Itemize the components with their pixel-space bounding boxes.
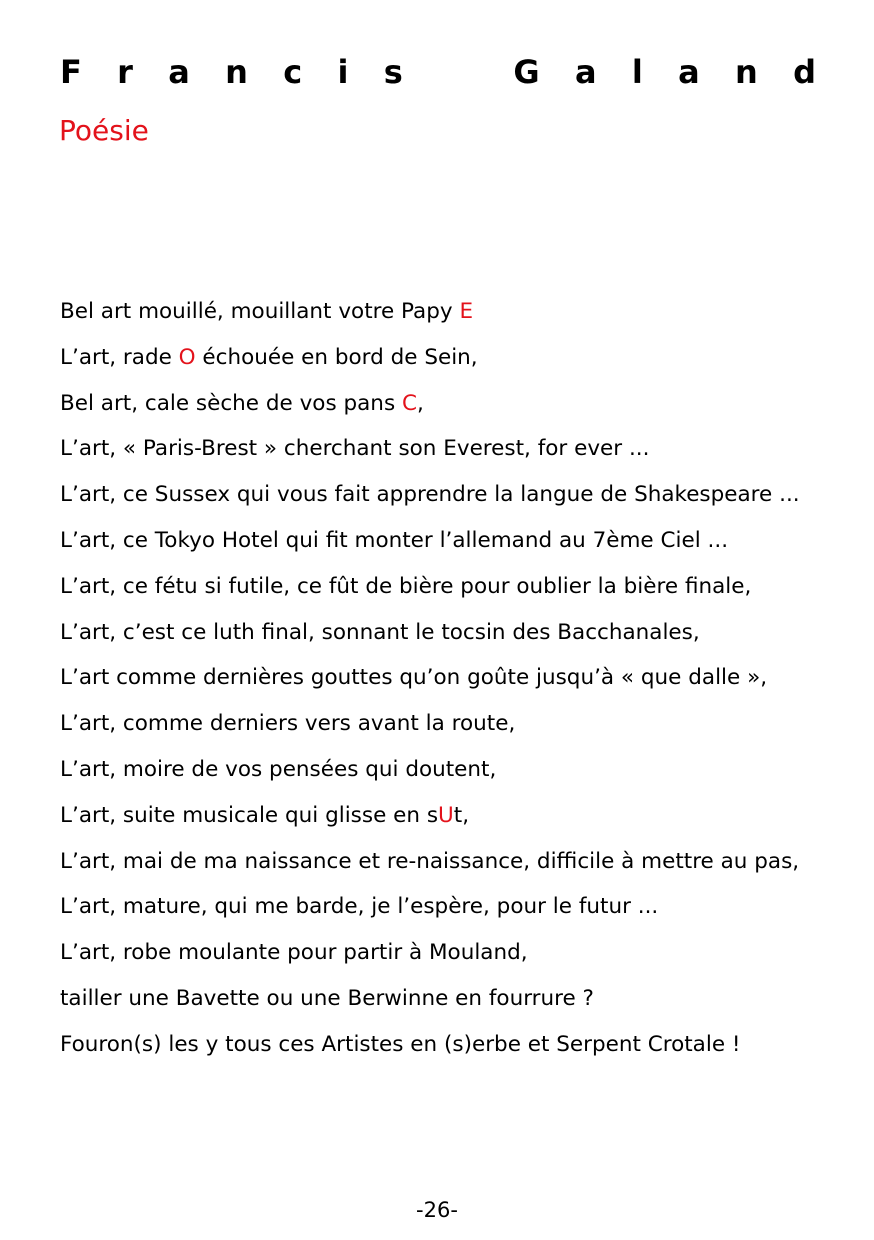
author-letter: s [383, 53, 403, 91]
author-letter: F [60, 53, 82, 91]
line-text: L’art, comme derniers vers avant la route, [60, 711, 516, 737]
accent-letter: O [178, 344, 196, 370]
author-letter: n [225, 53, 248, 91]
poem-line [60, 567, 850, 613]
line-text: L’art comme dernières gouttes qu’on goûte jusqu’à « que dalle », [60, 665, 768, 691]
line-text: L’art, robe moulante pour partir à Mouland, [60, 940, 528, 966]
line-text: Bel art mouillé, mouillant votre Papy [60, 299, 460, 324]
section-title: Poésie [59, 114, 149, 147]
line-text: L’art, suite musicale qui glisse en s [60, 802, 439, 828]
poem-line [60, 613, 850, 659]
page-number: -26- [416, 1198, 458, 1222]
author-letter: G [513, 53, 540, 91]
poem-line [60, 979, 850, 1025]
poem-line [60, 750, 850, 796]
author-letter: a [168, 53, 190, 91]
line-text: Bel art, cale sèche de vos pans [60, 390, 402, 416]
poem-line [60, 1025, 850, 1071]
author-letter: d [793, 53, 816, 91]
poem-line [60, 521, 850, 567]
line-text: L’art, mature, qui me barde, je l’espère, pour le futur ... [60, 894, 659, 920]
line-text: t, [453, 802, 470, 828]
accent-letter: U [438, 802, 454, 828]
line-text: tailler une Bavette ou une Berwinne en fourrure ? [60, 985, 594, 1011]
poem-line [60, 429, 850, 475]
poem-line [60, 796, 850, 842]
line-text: L’art, mai de ma naissance et re-naissance, difficile à mettre au pas, [60, 848, 800, 874]
poem-line [60, 842, 850, 888]
poem-line [60, 658, 850, 704]
poem-line [60, 475, 850, 521]
author-letter: a [678, 53, 700, 91]
poem-line [60, 704, 850, 750]
line-text: L’art, moire de vos pensées qui doutent, [60, 756, 497, 782]
author-letter: c [283, 53, 303, 91]
poem-line [60, 338, 850, 384]
poem-line [60, 384, 850, 430]
line-text: Fouron(s) les y tous ces Artistes en (s)erbe et Serpent Crotale ! [60, 1031, 741, 1057]
line-text: L’art, ce Sussex qui vous fait apprendre la langue de Shakespeare ... [60, 482, 800, 508]
author-letter: a [574, 53, 597, 91]
accent-letter: E [459, 299, 474, 324]
line-text: L’art, c’est ce luth final, sonnant le tocsin des Bacchanales, [60, 619, 700, 645]
line-text: échouée en bord de Sein, [195, 344, 478, 370]
line-text: L’art, « Paris-Brest » cherchant son Everest, for ever ... [60, 436, 650, 462]
author-letter: i [337, 53, 349, 91]
author-letter: r [117, 53, 133, 91]
line-text: L’art, ce fétu si futile, ce fût de bière pour oublier la bière finale, [60, 573, 752, 599]
line-text: L’art, rade [60, 344, 179, 370]
author-name [60, 52, 816, 92]
poem-line [60, 887, 850, 933]
poem [60, 292, 850, 1071]
author-letter: l [631, 53, 643, 91]
line-text: L’art, ce Tokyo Hotel qui fit monter l’allemand au 7ème Ciel ... [60, 527, 729, 553]
accent-letter: C [401, 390, 417, 416]
poem-line [60, 933, 850, 979]
line-text: , [417, 390, 424, 416]
author-word-gap [438, 52, 478, 92]
author-letter: n [734, 53, 758, 91]
poem-line [60, 292, 850, 338]
